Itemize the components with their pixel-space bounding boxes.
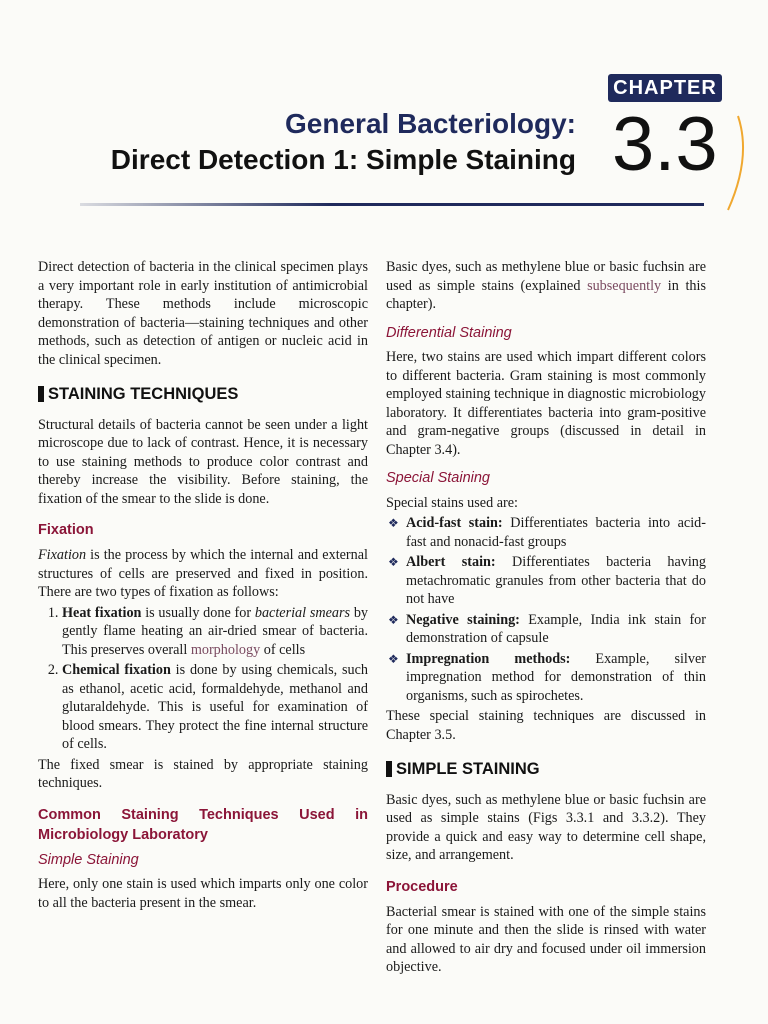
differential-staining-heading: Differential Staining	[386, 324, 512, 341]
section-bar-icon	[386, 761, 392, 777]
fixation-list	[38, 604, 368, 754]
impregnation-term: Impregnation methods:	[406, 650, 571, 667]
paragraph-text: Basic dyes, such as methylene blue or basic fuchsin are used as simple stains (explained	[386, 259, 706, 294]
basic-dyes-paragraph	[386, 258, 706, 314]
decorative-curve-icon	[724, 110, 754, 220]
chapter-label: CHAPTER	[608, 74, 722, 102]
albert-stain-term: Albert stain:	[406, 554, 496, 570]
simple-staining-subheading: Simple Staining	[38, 851, 139, 868]
title-line-1: General Bacteriology:	[285, 108, 576, 139]
section-bar-icon	[38, 386, 44, 402]
fixation-paragraph	[38, 546, 368, 602]
left-column	[38, 258, 368, 922]
title-line-2: Direct Detection 1: Simple Staining	[110, 144, 576, 175]
special-outro: These special staining techniques are discussed in Chapter 3.5.	[386, 708, 706, 743]
header-rule	[80, 203, 704, 206]
list-item-text: Differentiates bacteria having metachromatic granules from other bacteria that do not have	[406, 554, 706, 607]
staining-techniques-heading	[38, 385, 368, 404]
staining-techniques-label: STAINING TECHNIQUES	[48, 385, 239, 403]
special-staining-heading: Special Staining	[386, 470, 490, 486]
list-item	[62, 661, 368, 754]
fixed-smear-paragraph: The fixed smear is stained by appropriate staining techniques.	[38, 756, 368, 791]
list-item	[62, 604, 368, 660]
fixation-term: Fixation	[38, 547, 87, 563]
list-item	[406, 611, 706, 648]
simple-staining-paragraph: Basic dyes, such as methylene blue or basic fuchsin are used as simple stains (Figs 3.3.1 and 3.3.2). They provide a quick and easy way to determine cell shape, size, and arrangement.	[386, 791, 706, 863]
differential-paragraph: Here, two stains are used which impart different colors to different bacteria. Gram staining is most commonly employed staining technique in diagnostic microbiology laboratory. It differentiates bacteria into gram-positive and gram-negative groups (discussed in detail in Chapter 3.4).	[386, 349, 706, 458]
right-column	[386, 258, 706, 987]
list-item-text: Differentiates bacteria into acid-fast and nonacid-fast groups	[406, 515, 706, 550]
acid-fast-term: Acid-fast stain:	[406, 515, 503, 531]
list-item	[406, 650, 706, 706]
common-techniques-heading: Common Staining Techniques Used in Microbiology Laboratory	[38, 806, 368, 843]
chemical-fixation-term: Chemical fixation	[62, 662, 171, 678]
list-item-text: Example, India ink stain for demonstration of capsule	[406, 611, 706, 646]
negative-staining-term: Negative staining:	[406, 611, 520, 628]
staining-paragraph: Structural details of bacteria cannot be seen under a light microscope due to lack of contrast. Hence, it is necessary to use staining methods to produce color contrast and thereby increase the visibility. Before staining, the fixation of the smear to the slide is done.	[38, 416, 368, 507]
simple-staining-intro: Here, only one stain is used which imparts only one color to all the bacteria present in the smear.	[38, 876, 368, 911]
simple-staining-label: SIMPLE STAINING	[396, 760, 540, 778]
subsequently-link[interactable]: subsequently	[587, 277, 662, 294]
procedure-paragraph: Bacterial smear is stained with one of the simple stains for one minute and then the slide is rinsed with water and allowed to air dry and focused under oil immersion objective.	[386, 903, 706, 975]
special-stains-list	[386, 514, 706, 705]
morphology-link[interactable]: morphology	[190, 641, 261, 658]
list-item-text: Example, silver impregnation method for demonstration of thin organisms, such as spirochetes.	[406, 650, 706, 704]
simple-staining-section-heading	[386, 760, 706, 779]
paragraph-text: in this chapter).	[386, 277, 706, 312]
list-item	[406, 514, 706, 551]
heat-fixation-term: Heat fixation	[62, 604, 142, 621]
intro-paragraph: Direct detection of bacteria in the clinical specimen plays a very important role in early institution of antimicrobial therapy. These methods include microscopic demonstration of bacteria—staining techniques and other methods, such as detection of antigen or nucleic acid in the clinical specimen.	[38, 259, 368, 368]
chapter-title	[111, 106, 576, 178]
fixation-heading: Fixation	[38, 522, 94, 538]
chapter-number: 3.3	[612, 102, 718, 187]
list-item	[406, 553, 706, 609]
list-item-text: is usually done for	[141, 604, 255, 621]
list-item-text: of cells	[260, 641, 306, 658]
fixation-text: is the process by which the internal and external structures of cells are preserved and fixed in position. There are two types of fixation as follows:	[38, 547, 368, 600]
list-item-text: is done by using chemicals, such as ethanol, acetic acid, formaldehyde, methanol and glutaraldehyde. This is useful for examination of blood smears. They protect the fine internal structure of cells.	[62, 662, 369, 752]
bacterial-smears-term: bacterial smears	[254, 604, 351, 621]
procedure-heading: Procedure	[386, 878, 458, 895]
special-intro: Special stains used are:	[386, 494, 518, 511]
list-item-text: by gently flame heating an air-dried smear of bacteria. This preserves overall	[62, 604, 369, 658]
